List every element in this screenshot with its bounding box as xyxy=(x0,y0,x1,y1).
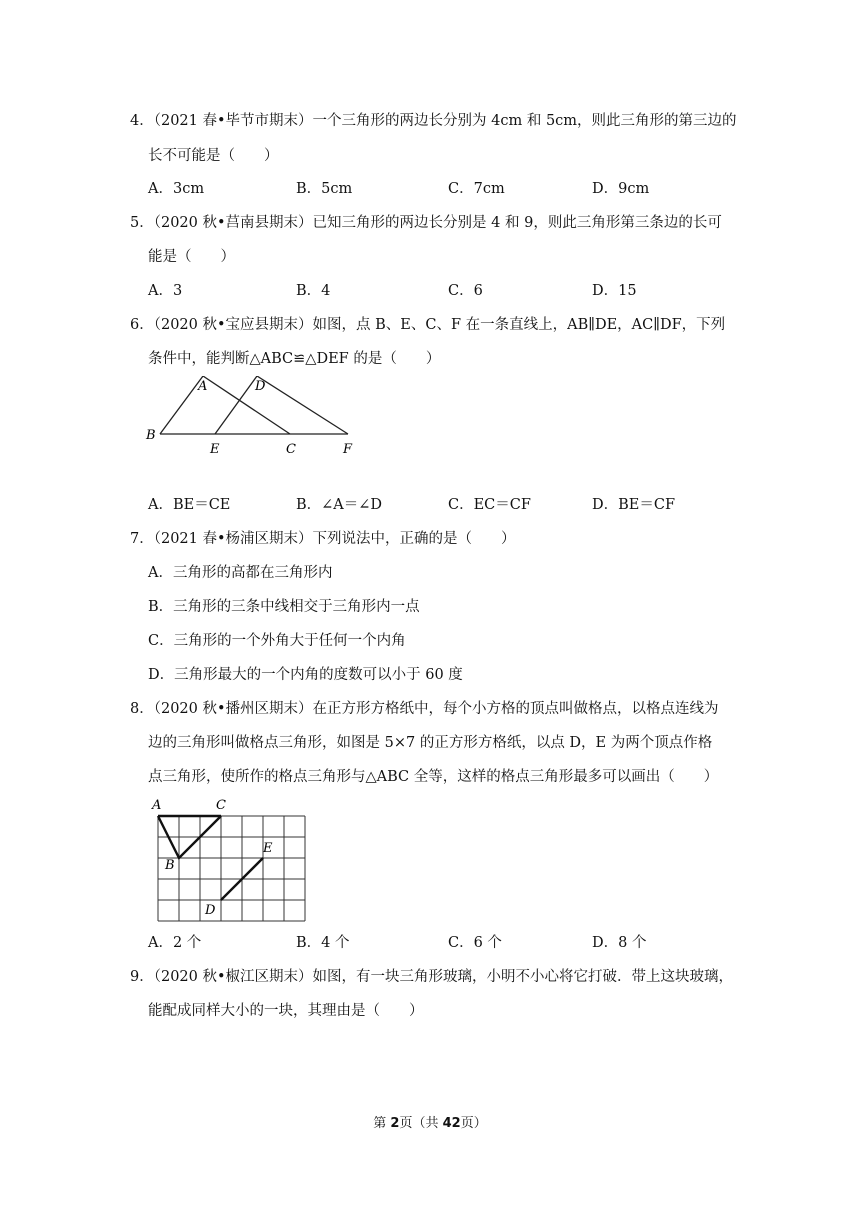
q6-option-d: D．BE＝CF xyxy=(592,497,676,513)
segment-de xyxy=(215,376,257,434)
q5-option-a: A．3 xyxy=(148,283,183,299)
q8-option-c: C．6 个 xyxy=(448,935,502,951)
q7-option-a: A．三角形的高都在三角形内 xyxy=(148,565,333,581)
q6-option-c: C．EC＝CF xyxy=(448,497,531,513)
q4-line1: 4．（2021 春•毕节市期末）一个三角形的两边长分别为 4cm 和 5cm，则此三角形的第三边的 xyxy=(130,113,737,129)
q4-option-b: B．5cm xyxy=(296,181,353,197)
q6-figure xyxy=(140,376,380,482)
q4-option-a: A．3cm xyxy=(148,181,205,197)
q5-line1: 5．（2020 秋•莒南县期末）已知三角形的两边长分别是 4 和 9，则此三角形第三条边的长可 xyxy=(130,215,722,231)
label-b: B xyxy=(165,858,175,873)
q5-option-b: B．4 xyxy=(296,283,331,299)
q8-line2: 边的三角形叫做格点三角形，如图是 5×7 的正方形方格纸，以点 D，E 为两个顶点作格 xyxy=(148,735,713,751)
q9-line1: 9．（2020 秋•椒江区期末）如图，有一块三角形玻璃，小明不小心将它打破．带上这块玻璃， xyxy=(130,969,734,985)
label-d: D xyxy=(255,379,266,394)
q9-line2: 能配成同样大小的一块，其理由是（ ） xyxy=(148,1003,424,1019)
q7-option-d: D．三角形最大的一个内角的度数可以小于 60 度 xyxy=(148,667,463,683)
q5-option-c: C．6 xyxy=(448,283,483,299)
segment-ac xyxy=(203,376,290,434)
q6-option-a: A．BE＝CE xyxy=(148,497,231,513)
grid-lines xyxy=(158,816,305,921)
footer-suffix: 页） xyxy=(460,1116,487,1131)
q7-line1: 7．（2021 春•杨浦区期末）下列说法中，正确的是（ ） xyxy=(130,531,516,547)
q7-option-c: C．三角形的一个外角大于任何一个内角 xyxy=(148,633,406,649)
footer-middle: 页（共 xyxy=(399,1116,443,1131)
label-e: E xyxy=(263,841,273,856)
footer-total-pages: 42 xyxy=(442,1116,461,1131)
label-c: C xyxy=(216,798,226,813)
q8-grid-figure xyxy=(148,794,318,924)
q8-line3: 点三角形，使所作的格点三角形与△ABC 全等，这样的格点三角形最多可以画出（ ） xyxy=(148,769,719,785)
q8-line1: 8．（2020 秋•播州区期末）在正方形方格纸中，每个小方格的顶点叫做格点，以格点连线为 xyxy=(130,701,719,717)
label-a: A xyxy=(198,379,208,394)
label-c: C xyxy=(286,442,296,457)
q8-option-b: B．4 个 xyxy=(296,935,350,951)
q6-line1: 6．（2020 秋•宝应县期末）如图，点 B、E、C、F 在一条直线上，AB∥DE，AC∥DF，下列 xyxy=(130,317,726,333)
footer-page-number: 2 xyxy=(390,1116,400,1131)
q6-option-b: B．∠A＝∠D xyxy=(296,497,383,513)
label-f: F xyxy=(343,442,353,457)
q8-option-d: D．8 个 xyxy=(592,935,647,951)
q4-option-c: C．7cm xyxy=(448,181,505,197)
q4-line2: 长不可能是（ ） xyxy=(148,148,279,164)
page-footer xyxy=(0,1112,860,1131)
label-a: A xyxy=(152,798,162,813)
q4-option-d: D．9cm xyxy=(592,181,650,197)
label-e: E xyxy=(210,442,220,457)
label-b: B xyxy=(146,428,156,443)
q5-line2: 能是（ ） xyxy=(148,249,235,265)
q7-option-b: B．三角形的三条中线相交于三角形内一点 xyxy=(148,599,420,615)
q8-option-a: A．2 个 xyxy=(148,935,202,951)
footer-prefix: 第 xyxy=(373,1116,391,1131)
label-d: D xyxy=(205,903,216,918)
q5-option-d: D．15 xyxy=(592,283,637,299)
segment-df xyxy=(257,376,348,434)
segment-ab xyxy=(160,376,203,434)
q6-line2: 条件中，能判断△ABC≌△DEF 的是（ ） xyxy=(148,351,441,367)
